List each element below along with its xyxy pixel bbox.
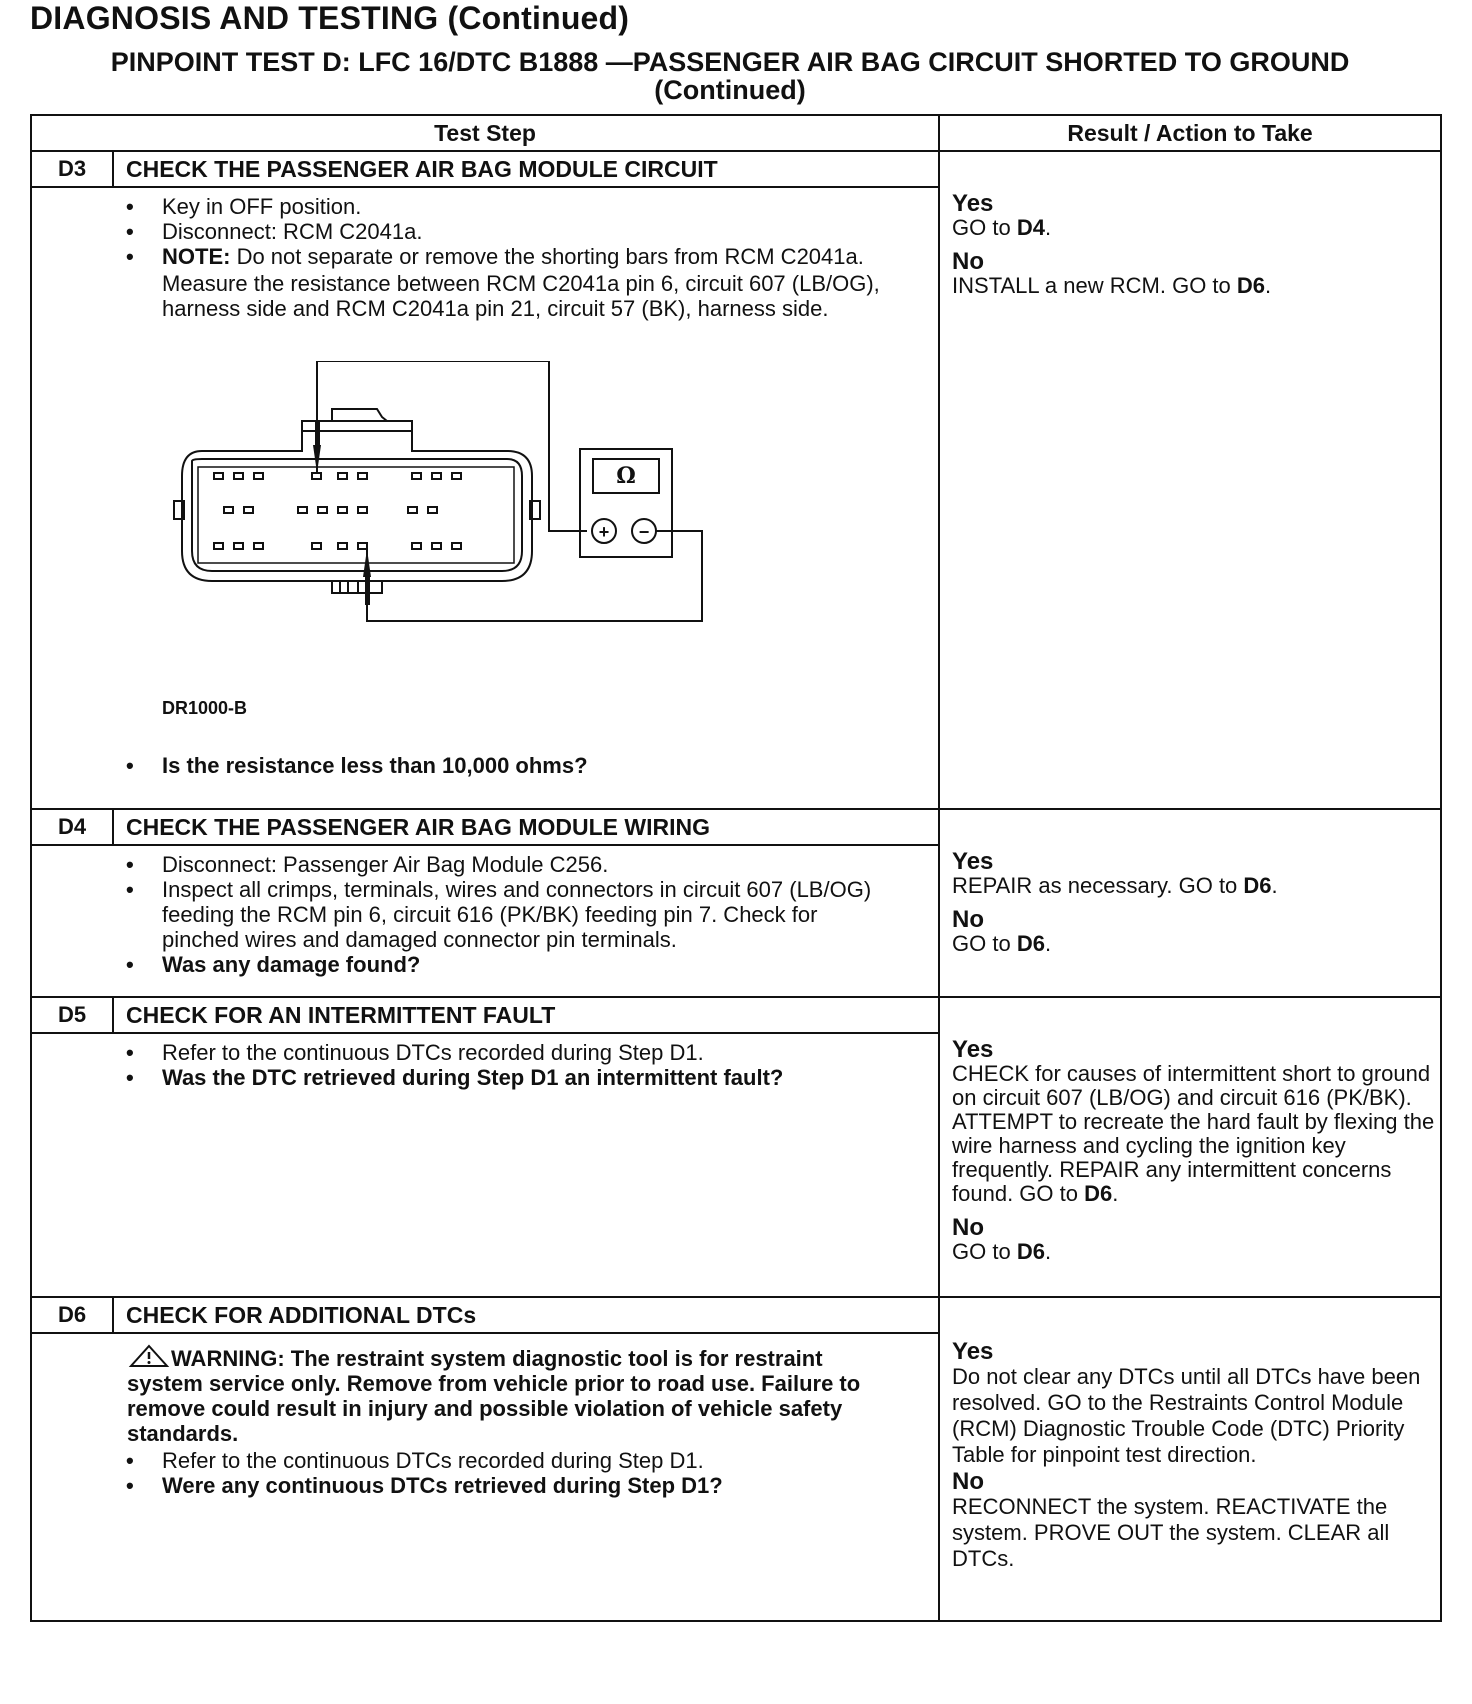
yes-label: Yes bbox=[952, 1036, 994, 1063]
figure-id: DR1000-B bbox=[162, 698, 248, 718]
warning-block bbox=[32, 1334, 938, 1446]
plus-symbol: + bbox=[598, 522, 610, 542]
no-action: GO to D6. bbox=[952, 1239, 1052, 1264]
page-subtitle bbox=[30, 48, 1430, 104]
step-title-d5: CHECK FOR AN INTERMITTENT FAULT bbox=[113, 997, 939, 1033]
result-cell-d5 bbox=[939, 997, 1441, 1297]
pinpoint-test-table bbox=[30, 114, 1442, 1622]
connector-wiring-diagram bbox=[162, 361, 762, 681]
warning-triangle-icon bbox=[127, 1344, 171, 1368]
yes-label: Yes bbox=[952, 1338, 994, 1365]
yes-label: Yes bbox=[952, 190, 994, 217]
list-item-question: • Were any continuous DTCs retrieved during Step D1? bbox=[162, 1473, 898, 1498]
subtitle-line-2: (Continued) bbox=[654, 75, 806, 105]
no-label: No bbox=[952, 248, 985, 275]
step-question-d3 bbox=[32, 753, 938, 778]
list-item-note: • NOTE: Do not separate or remove the shorting bars from RCM C2041a. bbox=[162, 244, 898, 269]
result-cell-d6 bbox=[939, 1297, 1441, 1621]
column-header-result: Result / Action to Take bbox=[939, 115, 1441, 151]
no-action: GO to D6. bbox=[952, 931, 1052, 956]
page-title: DIAGNOSIS AND TESTING (Continued) bbox=[30, 0, 630, 36]
yes-action: Do not clear any DTCs until all DTCs have been resolved. GO to the Restraints Control Module (RCM) Diagnostic Trouble Code (DTC) Priority Table for pinpoint test direction. bbox=[952, 1364, 1421, 1467]
list-item: • Disconnect: Passenger Air Bag Module C256. bbox=[162, 852, 898, 877]
yes-action: GO to D4. bbox=[952, 215, 1052, 240]
list-item: • Inspect all crimps, terminals, wires and connectors in circuit 607 (LB/OG) feeding the RCM pin 6, circuit 616 (PK/BK) feeding pin 7. Check for pinched wires and damaged connector pin terminals. bbox=[162, 877, 898, 952]
step-code-d3: D3 bbox=[31, 151, 113, 187]
step-list-d6 bbox=[32, 1448, 938, 1498]
column-header-test-step: Test Step bbox=[31, 115, 939, 151]
step-list-d5 bbox=[32, 1040, 938, 1090]
step-code-d6: D6 bbox=[31, 1297, 113, 1333]
list-item: • Refer to the continuous DTCs recorded during Step D1. bbox=[162, 1448, 898, 1473]
result-cell-d4 bbox=[939, 809, 1441, 997]
step-body-d6 bbox=[31, 1333, 939, 1621]
step-code-d5: D5 bbox=[31, 997, 113, 1033]
subtitle-line-1: PINPOINT TEST D: LFC 16/DTC B1888 —PASSENGER AIR BAG CIRCUIT SHORTED TO GROUND bbox=[110, 47, 1350, 77]
yes-label: Yes bbox=[952, 848, 994, 875]
no-action: INSTALL a new RCM. GO to D6. bbox=[952, 273, 1272, 298]
yes-action: CHECK for causes of intermittent short to ground on circuit 607 (LB/OG) and circuit 616 (PK/BK). ATTEMPT to recreate the hard fault by flexing the wire harness and cycling the ignition key frequently. REPAIR any intermittent concerns found. GO to D6. bbox=[952, 1061, 1435, 1206]
yes-action: REPAIR as necessary. GO to D6. bbox=[952, 873, 1278, 898]
measure-instruction: Measure the resistance between RCM C2041a pin 6, circuit 607 (LB/OG), harness side and RCM C2041a pin 21, circuit 57 (BK), harness side. bbox=[162, 271, 880, 321]
no-label: No bbox=[952, 906, 985, 933]
step-list-d4 bbox=[32, 852, 938, 977]
list-item: • Disconnect: RCM C2041a. bbox=[162, 219, 898, 244]
ohm-symbol: Ω bbox=[616, 463, 636, 489]
step-title-d4: CHECK THE PASSENGER AIR BAG MODULE WIRING bbox=[113, 809, 939, 845]
step-body-d5 bbox=[31, 1033, 939, 1297]
no-label: No bbox=[952, 1468, 985, 1495]
list-item-question: • Is the resistance less than 10,000 ohms? bbox=[162, 753, 898, 778]
warning-text: WARNING: The restraint system diagnostic tool is for restraint system service only. Remove from vehicle prior to road use. Failure to remove could result in injury and possible violation of vehicle safety standards. bbox=[127, 1346, 861, 1446]
step-body-d3 bbox=[31, 187, 939, 809]
list-item-question: • Was the DTC retrieved during Step D1 an intermittent fault? bbox=[162, 1065, 898, 1090]
no-label: No bbox=[952, 1214, 985, 1241]
step-body-d4 bbox=[31, 845, 939, 997]
step-title-d6: CHECK FOR ADDITIONAL DTCs bbox=[113, 1297, 939, 1333]
list-item: • Refer to the continuous DTCs recorded during Step D1. bbox=[162, 1040, 898, 1065]
list-item-question: • Was any damage found? bbox=[162, 952, 898, 977]
minus-symbol: − bbox=[638, 522, 650, 542]
result-cell-d3 bbox=[939, 151, 1441, 809]
no-action: RECONNECT the system. REACTIVATE the system. PROVE OUT the system. CLEAR all DTCs. bbox=[952, 1494, 1390, 1571]
step-title-d3: CHECK THE PASSENGER AIR BAG MODULE CIRCUIT bbox=[113, 151, 939, 187]
list-item: • Key in OFF position. bbox=[162, 194, 898, 219]
step-list-d3 bbox=[32, 194, 938, 269]
step-code-d4: D4 bbox=[31, 809, 113, 845]
